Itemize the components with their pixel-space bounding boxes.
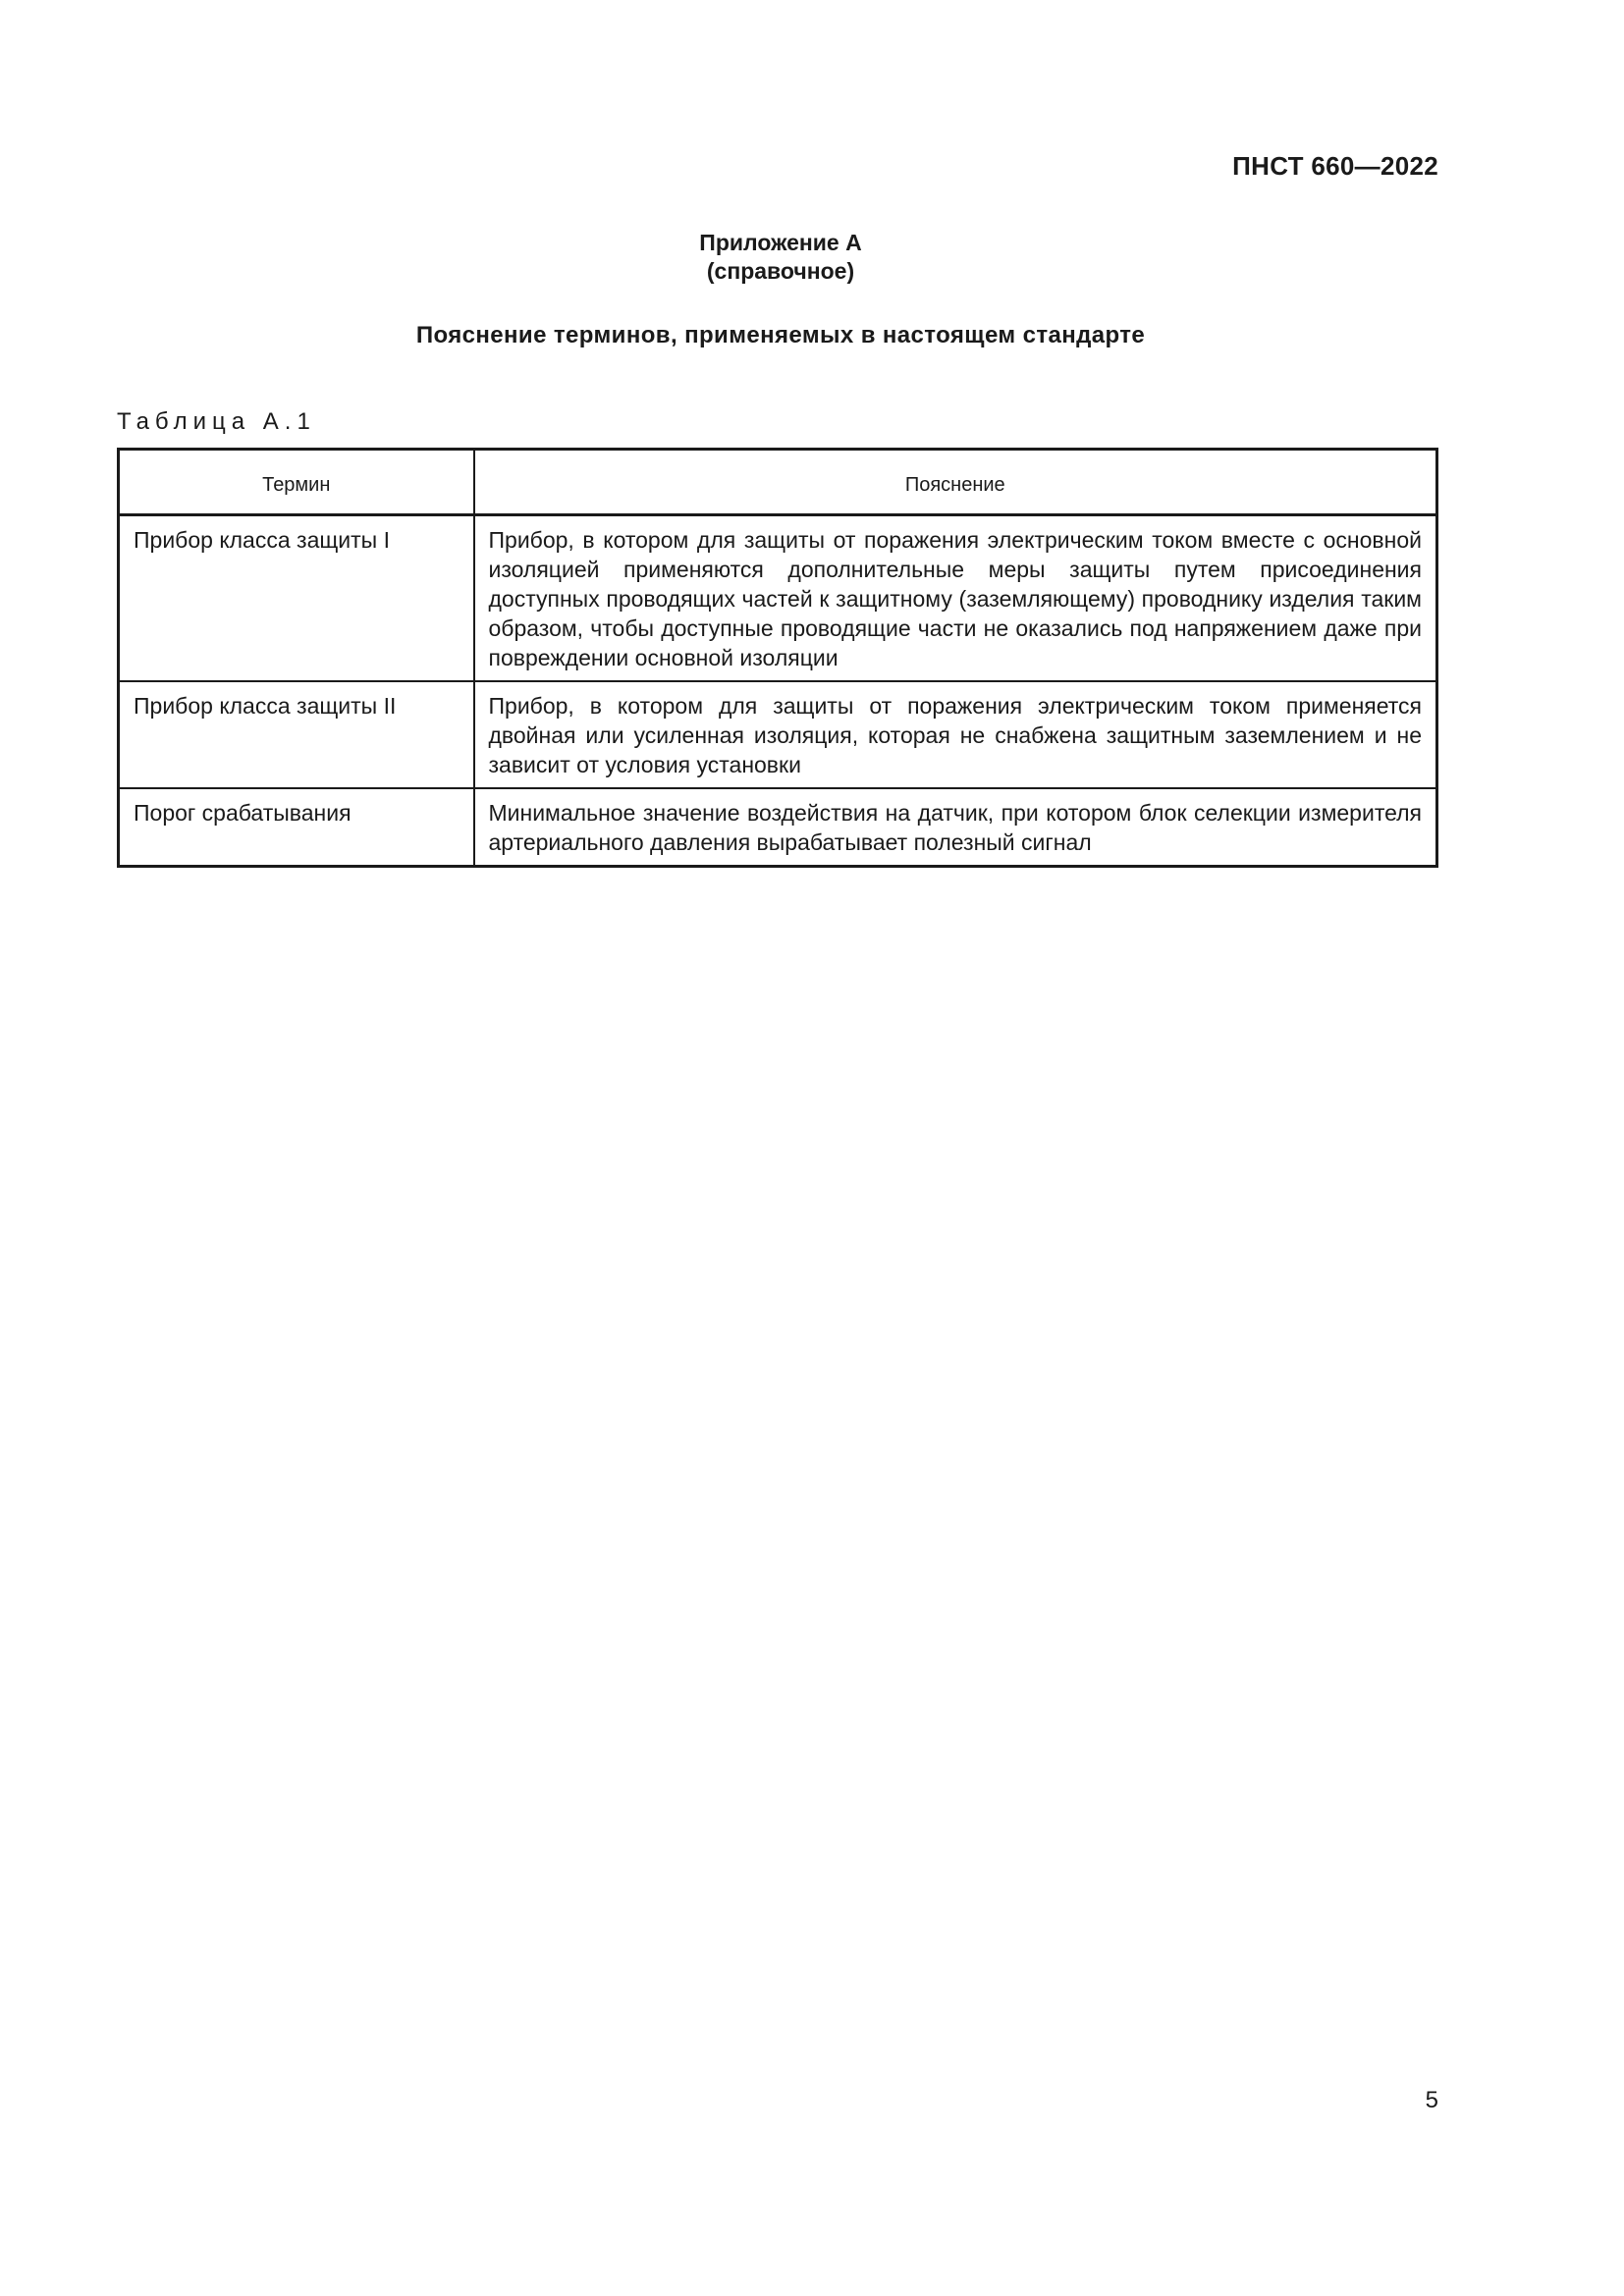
- appendix-heading: [0, 229, 1561, 286]
- document-number: ПНСТ 660—2022: [1232, 151, 1438, 181]
- table-header-row: [119, 450, 1437, 515]
- explanation-cell: Прибор, в котором для защиты от поражения электрическим током применяется двойная или усиленная изоляция, которая не снабжена защитным заземлением и не зависит от условия установки: [474, 681, 1437, 788]
- terms-table: [117, 448, 1438, 868]
- term-cell: Порог срабатывания: [119, 788, 474, 867]
- term-cell: Прибор класса защиты II: [119, 681, 474, 788]
- table-row: [119, 788, 1437, 867]
- explanation-cell: Минимальное значение воздействия на датчик, при котором блок селекции измерителя артериального давления вырабатывает полезный сигнал: [474, 788, 1437, 867]
- appendix-subtitle: (справочное): [706, 258, 855, 284]
- appendix-title: Приложение А: [699, 230, 862, 255]
- section-title: Пояснение терминов, применяемых в настоящем стандарте: [415, 322, 1146, 348]
- column-header-term: Термин: [119, 450, 474, 515]
- column-header-explanation: Пояснение: [474, 450, 1437, 515]
- table-row: [119, 515, 1437, 682]
- table-caption: Таблица А.1: [117, 408, 316, 435]
- explanation-cell: Прибор, в котором для защиты от поражения электрическим током вместе с основной изоляцией применяются дополнительные меры защиты путем присоединения доступных проводящих частей к защитному (заземляющему) проводнику изделия таким образом, чтобы доступные проводящие части не оказались под напряжением даже при повреждении основной изоляции: [474, 515, 1437, 682]
- page-number: 5: [1425, 2087, 1438, 2113]
- term-cell: Прибор класса защиты I: [119, 515, 474, 682]
- table-row: [119, 681, 1437, 788]
